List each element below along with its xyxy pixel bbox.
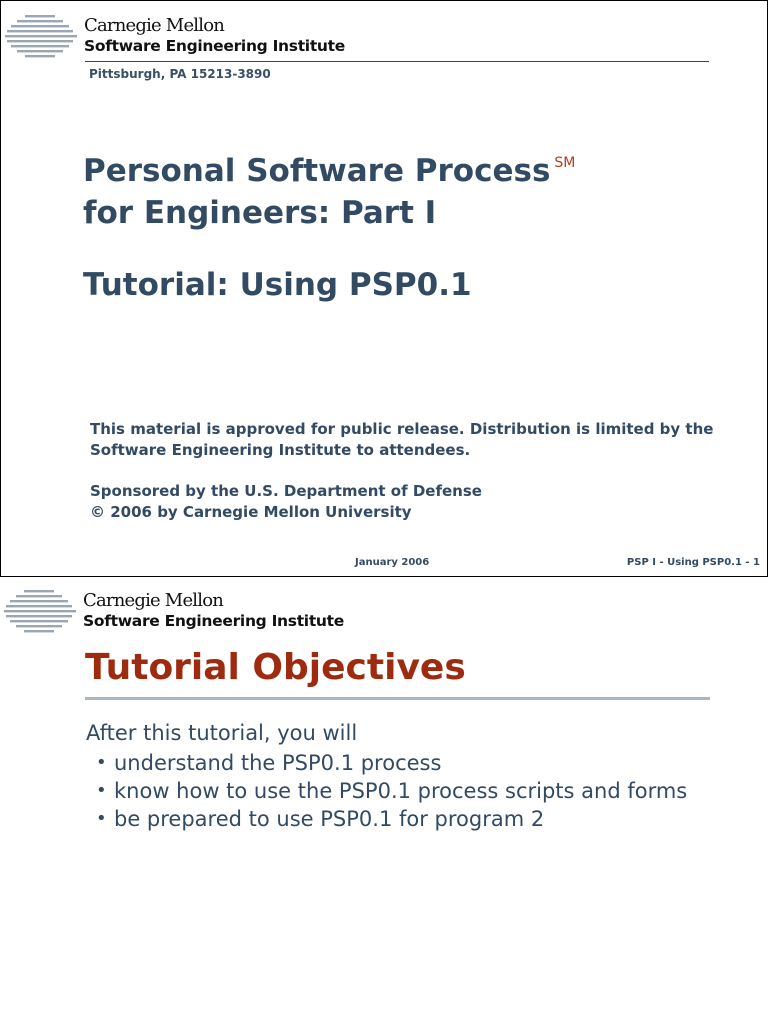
address: Pittsburgh, PA 15213-3890	[89, 67, 271, 81]
list-item-text: know how to use the PSP0.1 process scripts and forms	[114, 779, 688, 803]
footer-page-number: PSP I - Using PSP0.1 - 1	[626, 557, 760, 568]
slide-heading: Tutorial Objectives	[85, 647, 466, 688]
list-item	[96, 805, 687, 833]
title-line1: Personal Software Process	[83, 153, 551, 189]
sei-logo-globe-icon	[3, 13, 83, 63]
bullet-icon: •	[96, 752, 107, 773]
list-item	[96, 749, 687, 777]
list-item	[96, 777, 687, 805]
footer-date: January 2006	[355, 557, 430, 568]
sei-logo	[3, 13, 343, 63]
bullet-icon: •	[96, 780, 107, 801]
sponsor-line1: Sponsored by the U.S. Department of Defense	[90, 482, 482, 500]
list-item-text: understand the PSP0.1 process	[114, 751, 442, 775]
list-item-text: be prepared to use PSP0.1 for program 2	[114, 807, 545, 831]
intro-text: After this tutorial, you will	[86, 721, 358, 745]
sei-logo-globe-icon	[2, 588, 82, 638]
release-line1: This material is approved for public release. Distribution is limited by the	[90, 420, 714, 438]
header-rule	[85, 61, 709, 62]
copyright-line: © 2006 by Carnegie Mellon University	[90, 502, 412, 521]
bullet-icon: •	[96, 808, 107, 829]
sponsor-notice	[90, 481, 730, 522]
release-line2: Software Engineering Institute to attendees.	[90, 440, 471, 459]
heading-rule	[85, 697, 710, 700]
slide-title	[83, 153, 575, 231]
logo-line2: Software Engineering Institute	[84, 37, 345, 55]
title-line2: for Engineers: Part I	[83, 195, 437, 231]
sei-logo	[2, 588, 342, 638]
service-mark: SM	[554, 155, 576, 171]
logo-line1: Carnegie Mellon	[84, 15, 225, 36]
slide-subtitle: Tutorial: Using PSP0.1	[83, 267, 472, 303]
release-notice	[90, 419, 730, 460]
logo-line1: Carnegie Mellon	[83, 590, 224, 611]
objectives-slide	[0, 577, 768, 1024]
objectives-list	[96, 749, 687, 833]
logo-line2: Software Engineering Institute	[83, 612, 344, 630]
